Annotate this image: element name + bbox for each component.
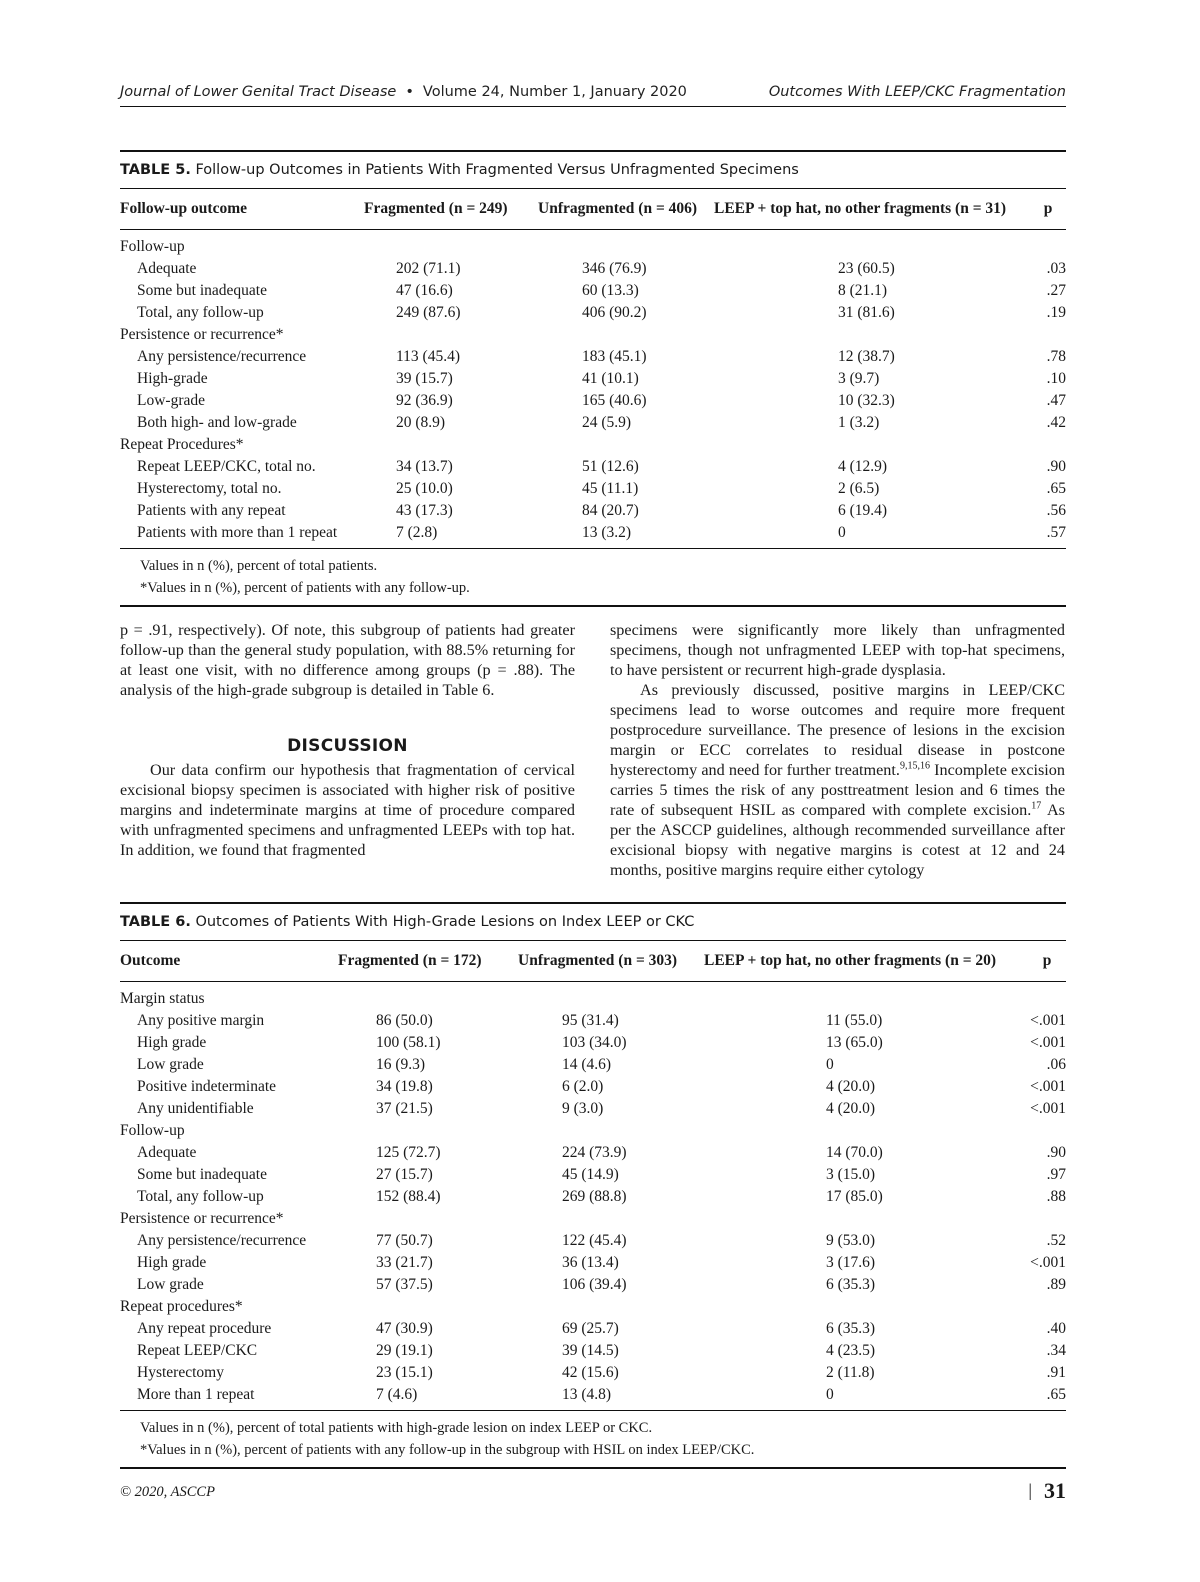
row-label: Repeat LEEP/CKC, total no. xyxy=(137,458,316,475)
table-cell: 122 (45.4) xyxy=(562,1232,627,1249)
p-value-cell: .42 xyxy=(1046,414,1066,431)
table-row xyxy=(120,1164,1066,1186)
table-group-row xyxy=(120,434,1066,456)
table-cell: 346 (76.9) xyxy=(582,260,647,277)
table-cell xyxy=(510,982,698,1011)
table-cell xyxy=(338,982,510,1011)
table-6-body xyxy=(120,982,1066,1411)
row-label: Low grade xyxy=(137,1276,204,1293)
table-row xyxy=(120,258,1066,280)
table-cell: 42 (15.6) xyxy=(562,1364,619,1381)
table-cell: 92 (36.9) xyxy=(396,392,453,409)
column-header: p xyxy=(1030,189,1066,230)
table-cell xyxy=(708,324,1030,346)
table-cell xyxy=(510,1296,698,1318)
table-cell: 113 (45.4) xyxy=(396,348,460,365)
table-cell xyxy=(708,434,1030,456)
table-cell: 37 (21.5) xyxy=(376,1100,433,1117)
table-cell: 69 (25.7) xyxy=(562,1320,619,1337)
row-label: Total, any follow-up xyxy=(137,304,264,321)
table-cell: 77 (50.7) xyxy=(376,1232,433,1249)
row-label: Some but inadequate xyxy=(137,1166,267,1183)
table-cell: 29 (19.1) xyxy=(376,1342,433,1359)
body-paragraph: Our data confirm our hypothesis that fragmentation of cervical excisional biopsy specimen is associated with higher risk of positive margins and indeterminate margins at time of procedure compared with unfragmented specimens and unfragmented LEEPs with top hat. In addition, we found that fragmented xyxy=(120,761,575,859)
row-label: Hysterectomy xyxy=(137,1364,224,1381)
table-group-row xyxy=(120,982,1066,1011)
table-cell: 45 (14.9) xyxy=(562,1166,619,1183)
table-cell: 25 (10.0) xyxy=(396,480,453,497)
row-label: Any unidentifiable xyxy=(137,1100,254,1117)
table-cell: 9 (53.0) xyxy=(826,1232,876,1249)
table-cell: 224 (73.9) xyxy=(562,1144,627,1161)
p-value-cell: .27 xyxy=(1046,282,1066,299)
table-cell: 10 (32.3) xyxy=(838,392,895,409)
table-6 xyxy=(120,902,1066,1469)
row-label: Both high- and low-grade xyxy=(137,414,297,431)
citation-ref: 9,15,16 xyxy=(899,760,930,772)
column-header: Fragmented (n = 172) xyxy=(338,941,510,982)
table-cell xyxy=(338,1208,510,1230)
table-cell: 106 (39.4) xyxy=(562,1276,627,1293)
body-column-right xyxy=(610,620,1065,880)
table-cell: 3 (15.0) xyxy=(826,1166,876,1183)
row-label: Adequate xyxy=(137,260,197,277)
table-cell: 95 (31.4) xyxy=(562,1012,619,1029)
table-cell: 34 (19.8) xyxy=(376,1078,433,1095)
table-cell: 2 (11.8) xyxy=(826,1364,875,1381)
body-column-left xyxy=(120,620,575,860)
p-value-cell: .89 xyxy=(1046,1276,1066,1293)
row-label: Low-grade xyxy=(137,392,205,409)
table-6-header-row xyxy=(120,941,1066,982)
header-rule xyxy=(120,106,1066,107)
row-label: Hysterectomy, total no. xyxy=(137,480,282,497)
p-value-cell xyxy=(1030,434,1066,456)
table-cell: 152 (88.4) xyxy=(376,1188,441,1205)
table-row xyxy=(120,478,1066,500)
table-cell: 16 (9.3) xyxy=(376,1056,426,1073)
table-cell: 39 (14.5) xyxy=(562,1342,619,1359)
p-value-cell: .57 xyxy=(1046,524,1066,541)
table-cell: 100 (58.1) xyxy=(376,1034,441,1051)
table-cell xyxy=(358,324,530,346)
table-cell: 57 (37.5) xyxy=(376,1276,433,1293)
row-label: High grade xyxy=(137,1034,207,1051)
copyright-notice: © 2020, ASCCP xyxy=(120,1484,215,1500)
table-row xyxy=(120,1384,1066,1411)
row-label: Positive indeterminate xyxy=(137,1078,277,1095)
p-value-cell: .78 xyxy=(1046,348,1066,365)
p-value-cell: .90 xyxy=(1046,1144,1066,1161)
p-value-cell xyxy=(1028,1120,1066,1142)
table-cell: 9 (3.0) xyxy=(562,1100,604,1117)
table-5-note: Values in n (%), percent of total patients. xyxy=(140,558,378,574)
table-row xyxy=(120,1098,1066,1120)
table-row xyxy=(120,280,1066,302)
table-5-head xyxy=(120,189,1066,230)
p-value-cell: .34 xyxy=(1046,1342,1066,1359)
column-header: Fragmented (n = 249) xyxy=(358,189,530,230)
table-5-notes xyxy=(120,549,1066,607)
p-value-cell: .06 xyxy=(1046,1056,1066,1073)
header-bullet: • xyxy=(405,84,414,100)
table-cell: 13 (4.8) xyxy=(562,1386,612,1403)
page-number-block xyxy=(1028,1478,1066,1504)
table-row xyxy=(120,1274,1066,1296)
table-cell: 41 (10.1) xyxy=(582,370,639,387)
row-label: Patients with any repeat xyxy=(137,502,286,519)
table-cell: 183 (45.1) xyxy=(582,348,647,365)
table-cell: 249 (87.6) xyxy=(396,304,461,321)
citation-ref: 17 xyxy=(1031,800,1042,812)
column-header: p xyxy=(1028,941,1066,982)
column-header: Unfragmented (n = 406) xyxy=(530,189,708,230)
table-5-grid xyxy=(120,189,1066,549)
table-cell: 13 (65.0) xyxy=(826,1034,883,1051)
table-row xyxy=(120,1318,1066,1340)
row-label: Adequate xyxy=(137,1144,197,1161)
table-cell xyxy=(510,1208,698,1230)
table-6-caption xyxy=(120,902,1066,941)
table-cell xyxy=(358,434,530,456)
row-label: Repeat LEEP/CKC xyxy=(137,1342,258,1359)
table-cell: 45 (11.1) xyxy=(582,480,639,497)
p-value-cell: .52 xyxy=(1046,1232,1066,1249)
table-cell: 17 (85.0) xyxy=(826,1188,883,1205)
table-group-row xyxy=(120,230,1066,259)
p-value-cell: .88 xyxy=(1046,1188,1066,1205)
table-row xyxy=(120,1362,1066,1384)
table-cell xyxy=(338,1296,510,1318)
volume-info: Volume 24, Number 1, January 2020 xyxy=(422,84,687,100)
p-value-cell: .65 xyxy=(1046,480,1066,497)
table-cell: 8 (21.1) xyxy=(838,282,888,299)
p-value-cell: <.001 xyxy=(1030,1078,1066,1095)
table-cell: 1 (3.2) xyxy=(838,414,880,431)
table-row xyxy=(120,1142,1066,1164)
table-cell: 31 (81.6) xyxy=(838,304,895,321)
table-row xyxy=(120,1076,1066,1098)
table-6-note: Values in n (%), percent of total patients with high-grade lesion on index LEEP or CKC. xyxy=(140,1420,653,1436)
table-cell xyxy=(530,230,708,259)
p-value-cell: <.001 xyxy=(1030,1012,1066,1029)
table-cell: 23 (60.5) xyxy=(838,260,895,277)
p-value-cell xyxy=(1030,324,1066,346)
p-value-cell: .90 xyxy=(1046,458,1066,475)
table-row xyxy=(120,522,1066,549)
table-row xyxy=(120,1186,1066,1208)
running-title: Outcomes With LEEP/CKC Fragmentation xyxy=(768,84,1066,100)
p-value-cell: .03 xyxy=(1046,260,1066,277)
running-header-left xyxy=(120,84,687,100)
running-header xyxy=(120,84,1066,106)
table-cell: 4 (20.0) xyxy=(826,1078,876,1095)
table-row xyxy=(120,1054,1066,1076)
body-paragraph: p = .91, respectively). Of note, this subgroup of patients had greater follow-up than the general study population, with 88.5% returning for at least one visit, with no difference among groups (p = .88). The analysis of the high-grade subgroup is detailed in Table 6. xyxy=(120,621,575,699)
table-row xyxy=(120,456,1066,478)
table-cell: 39 (15.7) xyxy=(396,370,453,387)
table-5-caption xyxy=(120,150,1066,189)
row-group-label: Persistence or recurrence* xyxy=(120,326,284,343)
p-value-cell xyxy=(1028,1208,1066,1230)
body-text: Incomplete excision carries 5 times the risk of any posttreatment lesion and 6 times the rate of subsequent HSIL as compared with complete excision. xyxy=(610,761,1065,819)
table-6-notes xyxy=(120,1411,1066,1469)
row-group-label: Repeat Procedures* xyxy=(120,436,244,453)
p-value-cell xyxy=(1028,982,1066,1011)
table-cell: 24 (5.9) xyxy=(582,414,632,431)
table-cell: 103 (34.0) xyxy=(562,1034,627,1051)
row-label: Any repeat procedure xyxy=(137,1320,272,1337)
row-group-label: Follow-up xyxy=(120,238,185,255)
column-header: Outcome xyxy=(120,941,338,982)
p-value-cell: .97 xyxy=(1046,1166,1066,1183)
table-6-note: *Values in n (%), percent of patients with any follow-up in the subgroup with HSIL on index LEEP/CKC. xyxy=(140,1442,755,1458)
table-cell: 6 (35.3) xyxy=(826,1320,876,1337)
row-label: Low grade xyxy=(137,1056,204,1073)
p-value-cell: <.001 xyxy=(1030,1100,1066,1117)
table-cell xyxy=(358,230,530,259)
column-header: Follow-up outcome xyxy=(120,189,358,230)
p-value-cell xyxy=(1028,1296,1066,1318)
row-group-label: Follow-up xyxy=(120,1122,185,1139)
table-cell xyxy=(338,1120,510,1142)
table-5-body xyxy=(120,230,1066,549)
row-label: Any persistence/recurrence xyxy=(137,348,307,365)
table-cell: 14 (70.0) xyxy=(826,1144,883,1161)
p-value-cell xyxy=(1030,230,1066,259)
table-cell: 2 (6.5) xyxy=(838,480,880,497)
body-paragraph: specimens were significantly more likely than unfragmented specimens, though not unfragmented LEEP with top-hat specimens, to have persistent or recurrent high-grade dysplasia. xyxy=(610,621,1065,679)
table-cell: 7 (4.6) xyxy=(376,1386,418,1403)
table-cell: 33 (21.7) xyxy=(376,1254,433,1271)
table-row xyxy=(120,1252,1066,1274)
table-cell: 4 (12.9) xyxy=(838,458,888,475)
table-cell xyxy=(530,324,708,346)
row-group-label: Margin status xyxy=(120,990,205,1007)
table-cell: 47 (16.6) xyxy=(396,282,453,299)
column-header: LEEP + top hat, no other fragments (n = 31) xyxy=(708,189,1030,230)
table-cell: 12 (38.7) xyxy=(838,348,895,365)
row-label: High grade xyxy=(137,1254,207,1271)
row-label: Patients with more than 1 repeat xyxy=(137,524,338,541)
row-label: Some but inadequate xyxy=(137,282,267,299)
table-cell: 27 (15.7) xyxy=(376,1166,433,1183)
table-5-note: *Values in n (%), percent of patients with any follow-up. xyxy=(140,580,470,596)
table-cell: 60 (13.3) xyxy=(582,282,639,299)
table-row xyxy=(120,368,1066,390)
table-cell: 6 (19.4) xyxy=(838,502,888,519)
table-cell: 43 (17.3) xyxy=(396,502,453,519)
table-cell xyxy=(708,230,1030,259)
table-6-caption-text: Outcomes of Patients With High-Grade Lesions on Index LEEP or CKC xyxy=(195,914,695,930)
table-cell: 202 (71.1) xyxy=(396,260,461,277)
table-row xyxy=(120,302,1066,324)
table-cell: 125 (72.7) xyxy=(376,1144,441,1161)
row-group-label: Repeat procedures* xyxy=(120,1298,243,1315)
row-label: Any positive margin xyxy=(137,1012,265,1029)
table-cell: 406 (90.2) xyxy=(582,304,647,321)
table-row xyxy=(120,1230,1066,1252)
table-5-header-row xyxy=(120,189,1066,230)
p-value-cell: .56 xyxy=(1046,502,1066,519)
table-row xyxy=(120,1032,1066,1054)
table-cell: 11 (55.0) xyxy=(826,1012,883,1029)
table-cell: 6 (2.0) xyxy=(562,1078,604,1095)
p-value-cell: <.001 xyxy=(1030,1034,1066,1051)
table-cell xyxy=(530,434,708,456)
table-cell: 84 (20.7) xyxy=(582,502,639,519)
table-5-caption-text: Follow-up Outcomes in Patients With Fragmented Versus Unfragmented Specimens xyxy=(195,162,799,178)
table-6-label: TABLE 6. xyxy=(120,914,191,930)
table-cell xyxy=(698,1120,1028,1142)
body-text: As per the ASCCP guidelines, although recommended surveillance after excisional biopsy with negative margins is cotest at 12 and 24 months, positive margins require either cytology xyxy=(610,801,1065,879)
table-6-head xyxy=(120,941,1066,982)
table-5 xyxy=(120,150,1066,607)
table-cell: 4 (23.5) xyxy=(826,1342,876,1359)
table-cell xyxy=(698,982,1028,1011)
table-cell: 4 (20.0) xyxy=(826,1100,876,1117)
page-number: 31 xyxy=(1044,1478,1066,1503)
table-6-grid xyxy=(120,941,1066,1411)
table-row xyxy=(120,412,1066,434)
table-row xyxy=(120,1010,1066,1032)
table-cell: 0 xyxy=(838,524,846,541)
table-row xyxy=(120,390,1066,412)
table-cell: 0 xyxy=(826,1386,834,1403)
table-cell: 20 (8.9) xyxy=(396,414,446,431)
table-group-row xyxy=(120,324,1066,346)
table-cell: 36 (13.4) xyxy=(562,1254,619,1271)
table-cell: 14 (4.6) xyxy=(562,1056,612,1073)
table-cell: 3 (9.7) xyxy=(838,370,880,387)
p-value-cell: .65 xyxy=(1046,1386,1066,1403)
table-cell: 13 (3.2) xyxy=(582,524,632,541)
row-group-label: Persistence or recurrence* xyxy=(120,1210,284,1227)
p-value-cell: <.001 xyxy=(1030,1254,1066,1271)
table-cell: 7 (2.8) xyxy=(396,524,438,541)
table-group-row xyxy=(120,1296,1066,1318)
table-row xyxy=(120,1340,1066,1362)
journal-name: Journal of Lower Genital Tract Disease xyxy=(120,84,397,100)
table-cell: 23 (15.1) xyxy=(376,1364,433,1381)
table-group-row xyxy=(120,1120,1066,1142)
p-value-cell: .19 xyxy=(1046,304,1066,321)
table-cell: 3 (17.6) xyxy=(826,1254,876,1271)
table-group-row xyxy=(120,1208,1066,1230)
table-cell: 47 (30.9) xyxy=(376,1320,433,1337)
body-paragraph xyxy=(610,680,1065,880)
row-label: Total, any follow-up xyxy=(137,1188,264,1205)
table-5-label: TABLE 5. xyxy=(120,162,191,178)
row-label: Any persistence/recurrence xyxy=(137,1232,307,1249)
column-header: LEEP + top hat, no other fragments (n = 20) xyxy=(698,941,1028,982)
footer-bar: | xyxy=(1028,1480,1032,1500)
table-cell: 269 (88.8) xyxy=(562,1188,627,1205)
table-cell xyxy=(698,1296,1028,1318)
table-cell: 51 (12.6) xyxy=(582,458,639,475)
table-cell: 34 (13.7) xyxy=(396,458,453,475)
table-cell: 0 xyxy=(826,1056,834,1073)
p-value-cell: .91 xyxy=(1046,1364,1066,1381)
section-heading-discussion: DISCUSSION xyxy=(287,736,408,756)
p-value-cell: .47 xyxy=(1046,392,1066,409)
table-cell: 165 (40.6) xyxy=(582,392,647,409)
table-cell xyxy=(698,1208,1028,1230)
table-row xyxy=(120,346,1066,368)
column-header: Unfragmented (n = 303) xyxy=(510,941,698,982)
p-value-cell: .10 xyxy=(1046,370,1066,387)
p-value-cell: .40 xyxy=(1046,1320,1066,1337)
table-row xyxy=(120,500,1066,522)
table-cell xyxy=(510,1120,698,1142)
table-cell: 86 (50.0) xyxy=(376,1012,433,1029)
row-label: More than 1 repeat xyxy=(137,1386,255,1403)
table-cell: 6 (35.3) xyxy=(826,1276,876,1293)
row-label: High-grade xyxy=(137,370,208,387)
body-text: As previously discussed, positive margins in LEEP/CKC specimens lead to worse outcomes and require more frequent postprocedure surveillance. The presence of lesions in the excision margin or ECC correlates to residual disease in postcone hysterectomy and need for further treatment. xyxy=(610,681,1065,779)
